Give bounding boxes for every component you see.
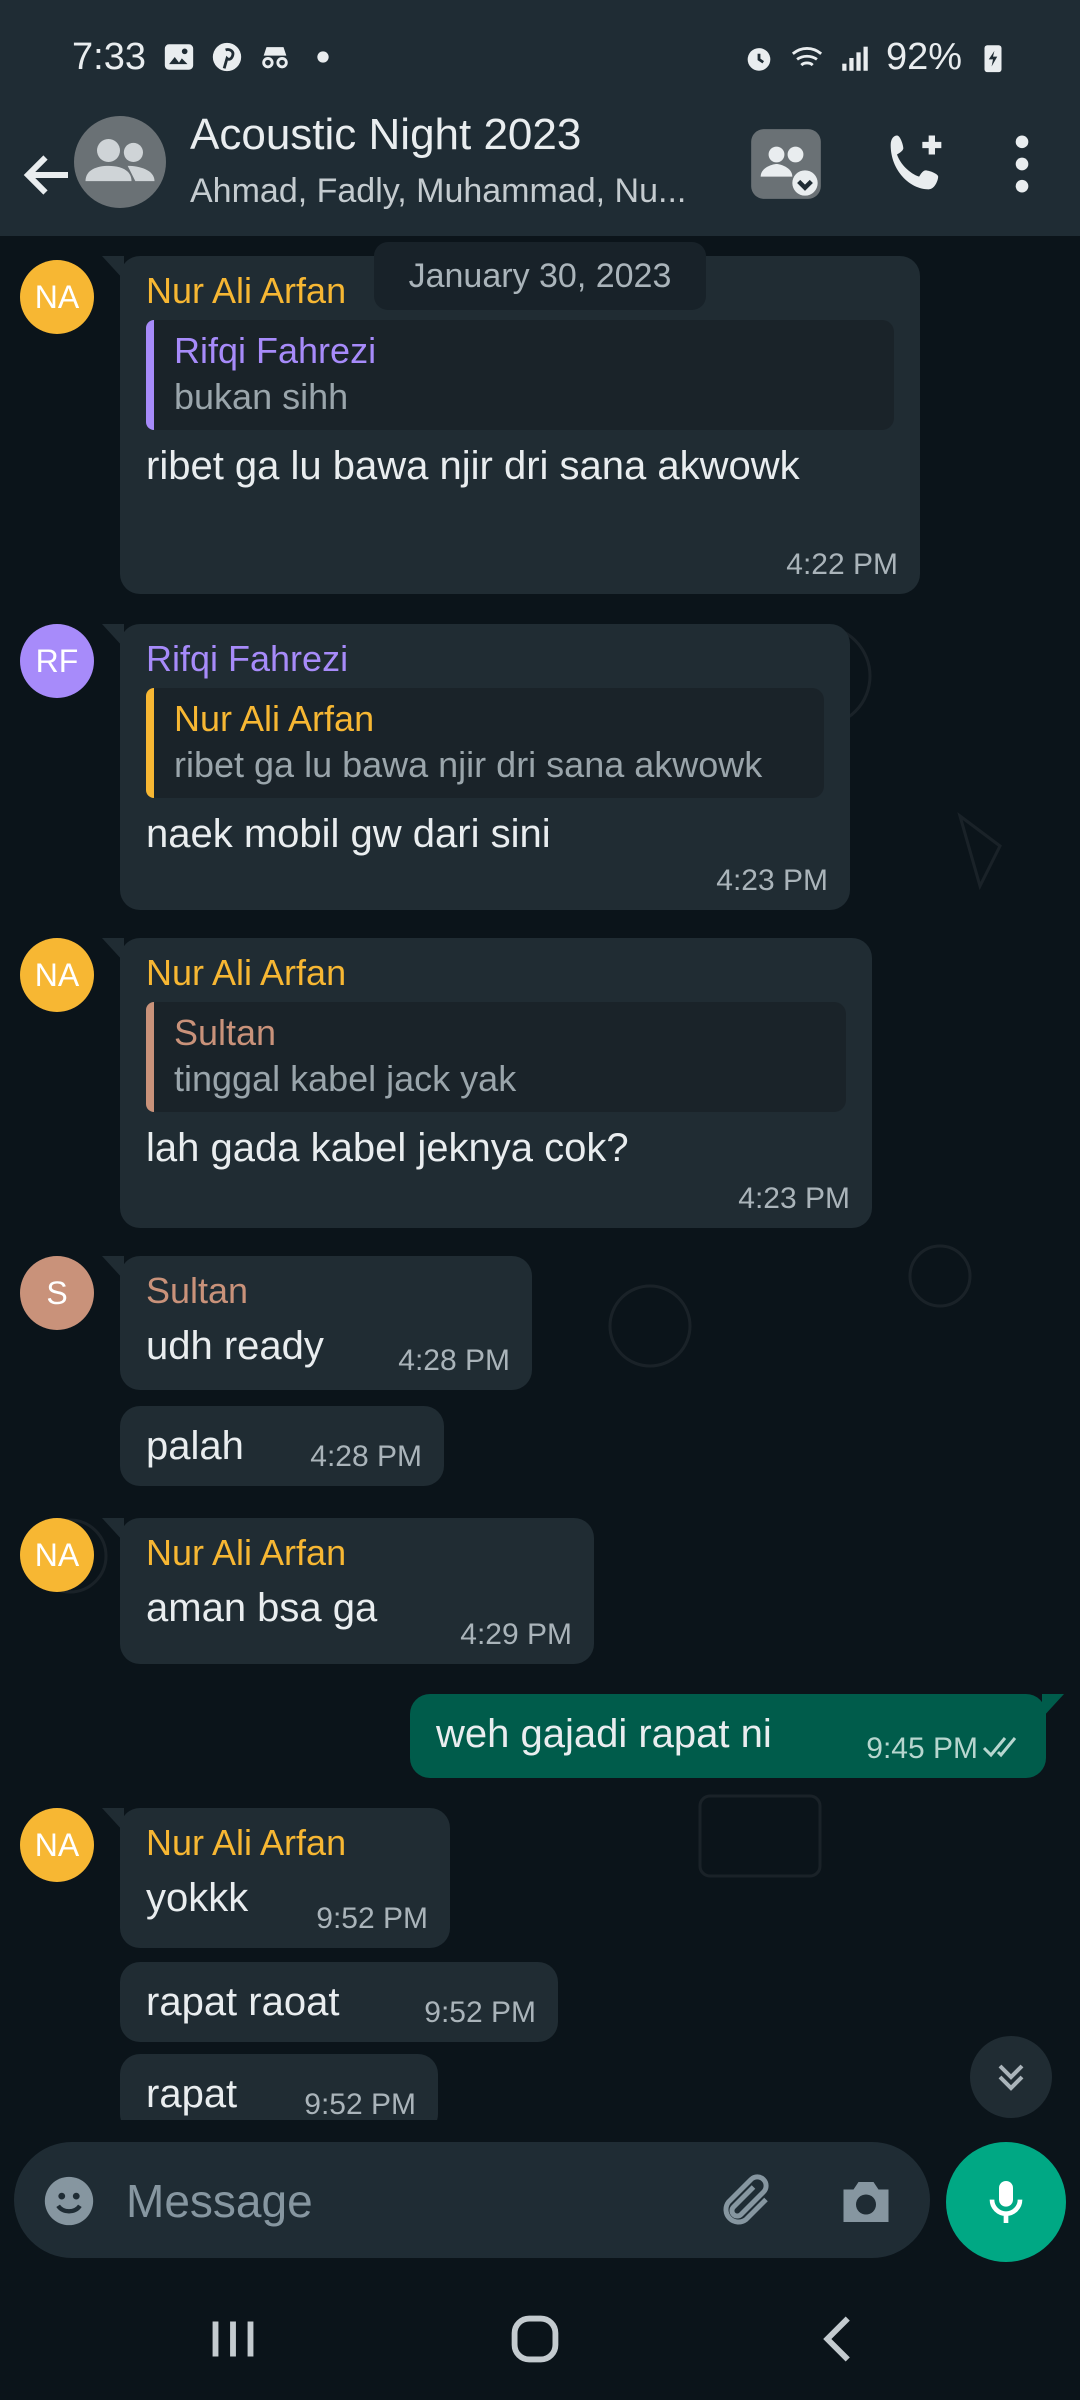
bubble-tail <box>102 1518 124 1542</box>
status-time: 7:33 <box>72 36 146 78</box>
more-options-icon[interactable] <box>984 126 1060 202</box>
emoji-icon[interactable] <box>40 2172 98 2230</box>
message-bubble[interactable] <box>120 938 872 1228</box>
message-bubble[interactable] <box>120 1256 532 1390</box>
gallery-icon <box>162 40 196 74</box>
group-icon <box>74 116 166 208</box>
quote-sender: Sultan <box>174 1012 277 1053</box>
bubble-tail <box>102 1256 124 1280</box>
pinterest-icon <box>210 40 244 74</box>
add-call-icon[interactable] <box>878 126 954 202</box>
scroll-to-bottom-button[interactable] <box>970 2036 1052 2118</box>
message-placeholder: Message <box>126 2175 313 2227</box>
battery-icon <box>976 41 1010 75</box>
quoted-message[interactable] <box>146 320 894 430</box>
date-chip: January 30, 2023 <box>374 242 706 310</box>
message-text: weh gajadi rapat ni <box>436 1712 772 1756</box>
chat-header <box>0 110 1080 236</box>
message-text: palah <box>146 1424 244 1468</box>
group-members[interactable]: Ahmad, Fadly, Muhammad, Nu... <box>190 172 687 210</box>
message-time: 9:52 PM <box>304 2088 416 2120</box>
message-time: 4:23 PM <box>716 864 828 897</box>
chat-area[interactable] <box>0 236 1080 2120</box>
bubble-tail <box>102 624 124 648</box>
sender-name[interactable]: Nur Ali Arfan <box>146 1532 347 1573</box>
signal-icon <box>838 41 872 75</box>
message-bubble[interactable] <box>120 624 850 910</box>
bubble-tail <box>102 938 124 962</box>
attach-icon[interactable] <box>716 2172 776 2232</box>
incognito-icon <box>258 40 292 74</box>
avatar[interactable]: RF <box>20 624 94 698</box>
quoted-message[interactable] <box>146 688 824 798</box>
community-icon[interactable] <box>748 126 824 202</box>
quote-sender: Nur Ali Arfan <box>174 698 375 739</box>
message-time: 4:23 PM <box>738 1182 850 1215</box>
message-bubble[interactable] <box>120 1406 444 1486</box>
avatar[interactable]: NA <box>20 1518 94 1592</box>
message-bubble[interactable] <box>120 1518 594 1664</box>
quoted-message[interactable] <box>146 1002 846 1112</box>
double-check-icon <box>982 1734 1026 1760</box>
message-time: 4:28 PM <box>310 1440 422 1473</box>
camera-icon[interactable] <box>836 2172 896 2232</box>
quote-text: ribet ga lu bawa njir dri sana akwowk <box>174 744 763 785</box>
avatar[interactable]: NA <box>20 1808 94 1882</box>
message-time: 4:29 PM <box>460 1618 572 1651</box>
message-input[interactable] <box>14 2142 930 2258</box>
back-nav-icon[interactable] <box>804 2304 874 2374</box>
voice-record-button[interactable] <box>946 2142 1066 2262</box>
message-text: yokkk <box>146 1876 249 1920</box>
avatar[interactable]: NA <box>20 260 94 334</box>
message-bubble[interactable] <box>120 1962 558 2042</box>
message-time: 9:52 PM <box>316 1902 428 1935</box>
status-bar <box>0 0 1080 120</box>
avatar[interactable]: NA <box>20 938 94 1012</box>
message-time: 4:22 PM <box>786 548 898 581</box>
quote-text: tinggal kabel jack yak <box>174 1058 517 1099</box>
back-arrow-icon[interactable] <box>18 140 78 210</box>
sender-name[interactable]: Nur Ali Arfan <box>146 1822 347 1863</box>
bubble-tail <box>1042 1694 1064 1718</box>
alarm-icon <box>742 41 776 75</box>
sender-name[interactable]: Nur Ali Arfan <box>146 952 347 993</box>
bubble-tail <box>102 1808 124 1832</box>
quote-sender: Rifqi Fahrezi <box>174 330 377 371</box>
message-text: ribet ga lu bawa njir dri sana akwowk <box>146 444 800 488</box>
wifi-icon <box>790 41 824 75</box>
group-title[interactable]: Acoustic Night 2023 <box>190 110 582 159</box>
message-text: aman bsa ga <box>146 1586 378 1630</box>
sender-name[interactable]: Nur Ali Arfan <box>146 270 347 311</box>
home-icon[interactable] <box>500 2304 570 2374</box>
double-chevron-down-icon <box>989 2055 1033 2099</box>
avatar[interactable]: S <box>20 1256 94 1330</box>
recent-apps-icon[interactable] <box>198 2304 268 2374</box>
message-text: lah gada kabel jeknya cok? <box>146 1126 629 1170</box>
message-text: rapat raoat <box>146 1980 340 2024</box>
message-bubble[interactable] <box>120 1808 450 1948</box>
message-time: 4:28 PM <box>398 1344 510 1377</box>
outgoing-message-bubble[interactable] <box>410 1694 1046 1778</box>
message-time: 9:45 PM <box>866 1732 978 1765</box>
message-text: naek mobil gw dari sini <box>146 812 551 856</box>
bubble-tail <box>102 256 124 280</box>
system-nav-bar <box>0 2280 1080 2400</box>
sender-name[interactable]: Rifqi Fahrezi <box>146 638 349 679</box>
message-text: udh ready <box>146 1324 324 1368</box>
sender-name[interactable]: Sultan <box>146 1270 249 1311</box>
message-time: 9:52 PM <box>424 1996 536 2029</box>
dot-icon <box>306 40 340 74</box>
quote-text: bukan sihh <box>174 376 349 417</box>
group-avatar[interactable] <box>74 116 166 208</box>
message-bubble[interactable] <box>120 2054 438 2120</box>
message-text: rapat <box>146 2072 238 2116</box>
microphone-icon <box>978 2174 1034 2230</box>
composer <box>0 2120 1080 2280</box>
battery-percent: 92% <box>885 36 962 78</box>
